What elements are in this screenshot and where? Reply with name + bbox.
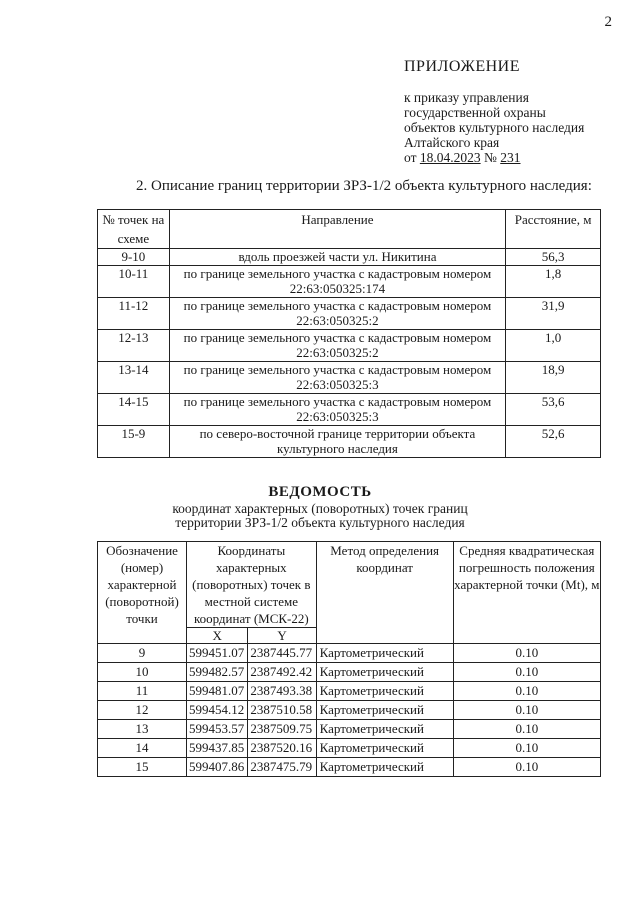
table-row [98, 739, 601, 758]
row-error: 0.10 [453, 682, 600, 701]
coordinates-table [97, 541, 601, 777]
row-method: Картометрический [316, 739, 453, 758]
table-row [98, 426, 601, 458]
page-number: 2 [604, 14, 612, 30]
order-date: 18.04.2023 [419, 150, 481, 165]
date-prefix: от [404, 150, 417, 165]
row-direction: вдоль проезжей части ул. Никитина [169, 249, 505, 266]
row-point-number: 13 [98, 720, 187, 739]
row-direction: по границе земельного участка с кадастровым номером 22:63:050325:3 [169, 394, 505, 426]
row-points: 15-9 [98, 426, 170, 458]
row-point-number: 15 [98, 758, 187, 777]
row-distance: 52,6 [506, 426, 601, 458]
row-error: 0.10 [453, 758, 600, 777]
row-x: 599407.86 [187, 758, 248, 777]
row-point-number: 9 [98, 644, 187, 663]
row-x: 599481.07 [187, 682, 248, 701]
row-point-number: 12 [98, 701, 187, 720]
table-row [98, 682, 601, 701]
row-points: 10-11 [98, 266, 170, 298]
row-y: 2387492.42 [248, 663, 316, 682]
table-row [98, 249, 601, 266]
section-title: 2. Описание границ территории ЗРЗ-1/2 объекта культурного наследия: [136, 178, 592, 194]
row-method: Картометрический [316, 720, 453, 739]
header-distance: Расстояние, м [506, 210, 601, 249]
vedomost-subtitle: координат характерных (поворотных) точек границ [172, 501, 468, 516]
table-row [98, 701, 601, 720]
table-row [98, 644, 601, 663]
vedomost-title: ВЕДОМОСТЬ [268, 484, 372, 500]
row-point-number: 10 [98, 663, 187, 682]
row-y: 2387520.16 [248, 739, 316, 758]
table-row [98, 394, 601, 426]
table-row [98, 758, 601, 777]
row-x: 599453.57 [187, 720, 248, 739]
row-distance: 53,6 [506, 394, 601, 426]
row-direction: по границе земельного участка с кадастровым номером 22:63:050325:2 [169, 330, 505, 362]
table-header-row [98, 210, 601, 249]
appendix-line: Алтайского края [404, 135, 500, 150]
row-error: 0.10 [453, 701, 600, 720]
row-distance: 1,0 [506, 330, 601, 362]
header-y: Y [248, 628, 316, 644]
row-points: 13-14 [98, 362, 170, 394]
header-point-number: Обозначение (номер) характерной (поворотной) точки [98, 542, 187, 644]
number-prefix: № [483, 150, 497, 165]
row-error: 0.10 [453, 663, 600, 682]
appendix-line: к приказу управления [404, 90, 529, 105]
row-method: Картометрический [316, 682, 453, 701]
row-x: 599437.85 [187, 739, 248, 758]
table-row [98, 362, 601, 394]
row-x: 599482.57 [187, 663, 248, 682]
row-distance: 18,9 [506, 362, 601, 394]
row-method: Картометрический [316, 701, 453, 720]
row-y: 2387509.75 [248, 720, 316, 739]
row-point-number: 14 [98, 739, 187, 758]
header-error: Средняя квадратическая погрешность положения характерной точки (Mt), м [453, 542, 600, 644]
row-point-number: 11 [98, 682, 187, 701]
row-method: Картометрический [316, 758, 453, 777]
row-direction: по северо-восточной границе территории объекта культурного наследия [169, 426, 505, 458]
row-method: Картометрический [316, 644, 453, 663]
appendix-block [404, 58, 624, 165]
row-distance: 56,3 [506, 249, 601, 266]
table-row [98, 720, 601, 739]
row-direction: по границе земельного участка с кадастровым номером 22:63:050325:3 [169, 362, 505, 394]
boundary-description-table [97, 209, 601, 458]
row-y: 2387510.58 [248, 701, 316, 720]
header-points: № точек на схеме [98, 210, 170, 249]
appendix-date-line [404, 150, 624, 165]
table-row [98, 663, 601, 682]
row-points: 9-10 [98, 249, 170, 266]
appendix-title: ПРИЛОЖЕНИЕ [404, 58, 521, 75]
row-error: 0.10 [453, 720, 600, 739]
header-method: Метод определения координат [316, 542, 453, 644]
vedomost-subtitle: территории ЗРЗ-1/2 объекта культурного наследия [175, 515, 465, 530]
appendix-line: государственной охраны [404, 105, 546, 120]
row-points: 11-12 [98, 298, 170, 330]
header-x: X [187, 628, 248, 644]
table-row [98, 298, 601, 330]
table-row [98, 330, 601, 362]
row-x: 599451.07 [187, 644, 248, 663]
row-direction: по границе земельного участка с кадастровым номером 22:63:050325:174 [169, 266, 505, 298]
order-number: 231 [500, 150, 521, 165]
header-direction: Направление [169, 210, 505, 249]
table-row [98, 266, 601, 298]
row-y: 2387445.77 [248, 644, 316, 663]
row-distance: 1,8 [506, 266, 601, 298]
row-y: 2387493.38 [248, 682, 316, 701]
row-error: 0.10 [453, 739, 600, 758]
row-distance: 31,9 [506, 298, 601, 330]
row-direction: по границе земельного участка с кадастровым номером 22:63:050325:2 [169, 298, 505, 330]
appendix-line: объектов культурного наследия [404, 120, 585, 135]
table-header-row [98, 542, 601, 628]
row-y: 2387475.79 [248, 758, 316, 777]
row-error: 0.10 [453, 644, 600, 663]
header-coordinates: Координаты характерных (поворотных) точек в местной системе координат (МСК-22) [187, 542, 317, 628]
row-points: 12-13 [98, 330, 170, 362]
row-points: 14-15 [98, 394, 170, 426]
row-method: Картометрический [316, 663, 453, 682]
row-x: 599454.12 [187, 701, 248, 720]
